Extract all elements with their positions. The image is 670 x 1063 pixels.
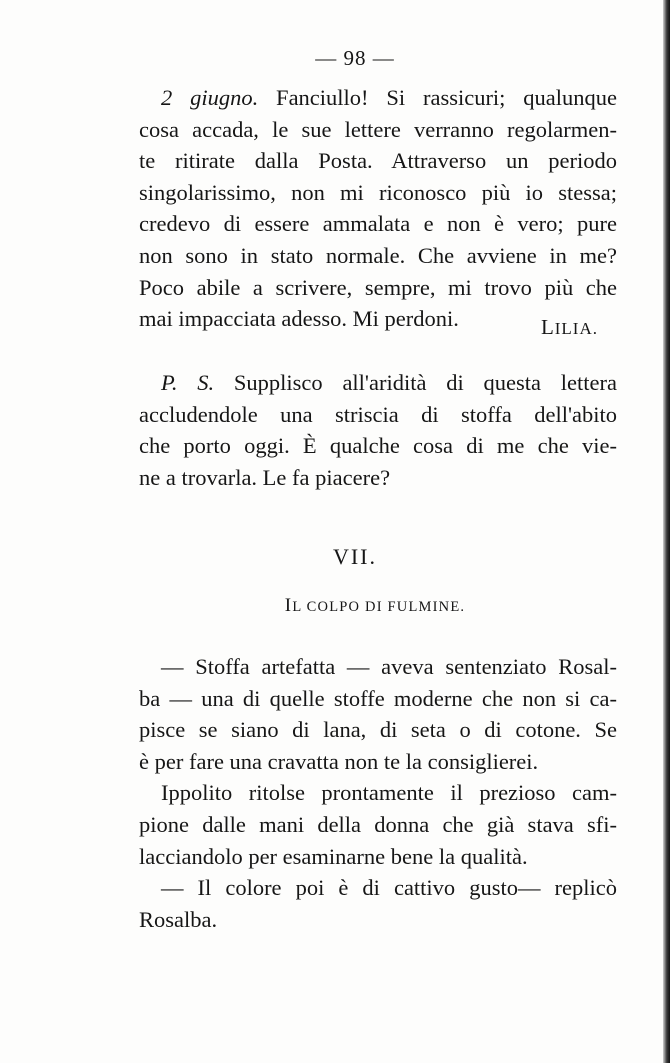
postscript-line: accludendole una striscia di stoffa dell'abito bbox=[139, 401, 617, 427]
letter-line: non sono in stato normale. Che avviene in me? bbox=[139, 242, 617, 268]
postscript-label: P. S. bbox=[161, 370, 215, 395]
body-line: Ippolito ritolse prontamente il prezioso cam- bbox=[161, 780, 617, 806]
page-edge-shadow bbox=[663, 0, 670, 1063]
letter-line: mai impacciata adesso. Mi perdoni. bbox=[139, 306, 459, 332]
postscript-line bbox=[139, 367, 617, 399]
letter-paragraph bbox=[139, 82, 617, 335]
postscript-line: che porto oggi. È qualche cosa di me che vie- bbox=[139, 433, 617, 459]
body-line: è per fare una cravatta non te la consiglierei. bbox=[139, 748, 539, 774]
letter-signature bbox=[0, 315, 598, 340]
chapter-title bbox=[0, 595, 670, 617]
postscript-line: ne a trovarla. Le fa piacere? bbox=[139, 464, 391, 490]
chapter-body bbox=[139, 651, 617, 935]
letter-line: cosa accada, le sue lettere verranno regolarmen- bbox=[139, 116, 617, 142]
letter-line: Poco abile a scrivere, sempre, mi trovo più che bbox=[139, 274, 617, 300]
signature-rest: ILIA. bbox=[554, 319, 598, 338]
body-line: — Il colore poi è di cattivo gusto— replicò bbox=[161, 875, 617, 901]
body-line: Rosalba. bbox=[139, 906, 218, 932]
chapter-title-initial: I bbox=[284, 595, 293, 616]
postscript-line-text: Supplisco all'aridità di questa lettera bbox=[214, 370, 617, 395]
signature-initial: L bbox=[540, 315, 555, 339]
letter-line: singolarissimo, non mi riconosco più io stessa; bbox=[139, 179, 617, 205]
letter-line: te ritirate dalla Posta. Attraverso un periodo bbox=[139, 148, 617, 174]
postscript-paragraph bbox=[139, 367, 617, 493]
letter-line-text: Fanciullo! Si rassicuri; qualunque bbox=[258, 85, 617, 110]
letter-date: 2 giugno. bbox=[161, 85, 259, 110]
chapter-number: VII. bbox=[332, 544, 378, 569]
body-line: ba — una di quelle stoffe moderne che non si ca- bbox=[139, 685, 617, 711]
body-line: lacciandolo per esaminarne bene la qualità. bbox=[139, 843, 528, 869]
chapter-title-rest: L COLPO DI FULMINE. bbox=[292, 599, 466, 615]
letter-line: credevo di essere ammalata e non è vero; pure bbox=[139, 211, 617, 237]
body-line: pisce se siano di lana, di seta o di cotone. Se bbox=[139, 717, 617, 743]
letter-line bbox=[139, 82, 617, 114]
body-line: — Stoffa artefatta — aveva sentenziato Rosal- bbox=[161, 654, 617, 679]
page-number: — 98 — bbox=[315, 46, 395, 70]
body-line: pione dalle mani della donna che già stava sfi- bbox=[139, 811, 617, 837]
